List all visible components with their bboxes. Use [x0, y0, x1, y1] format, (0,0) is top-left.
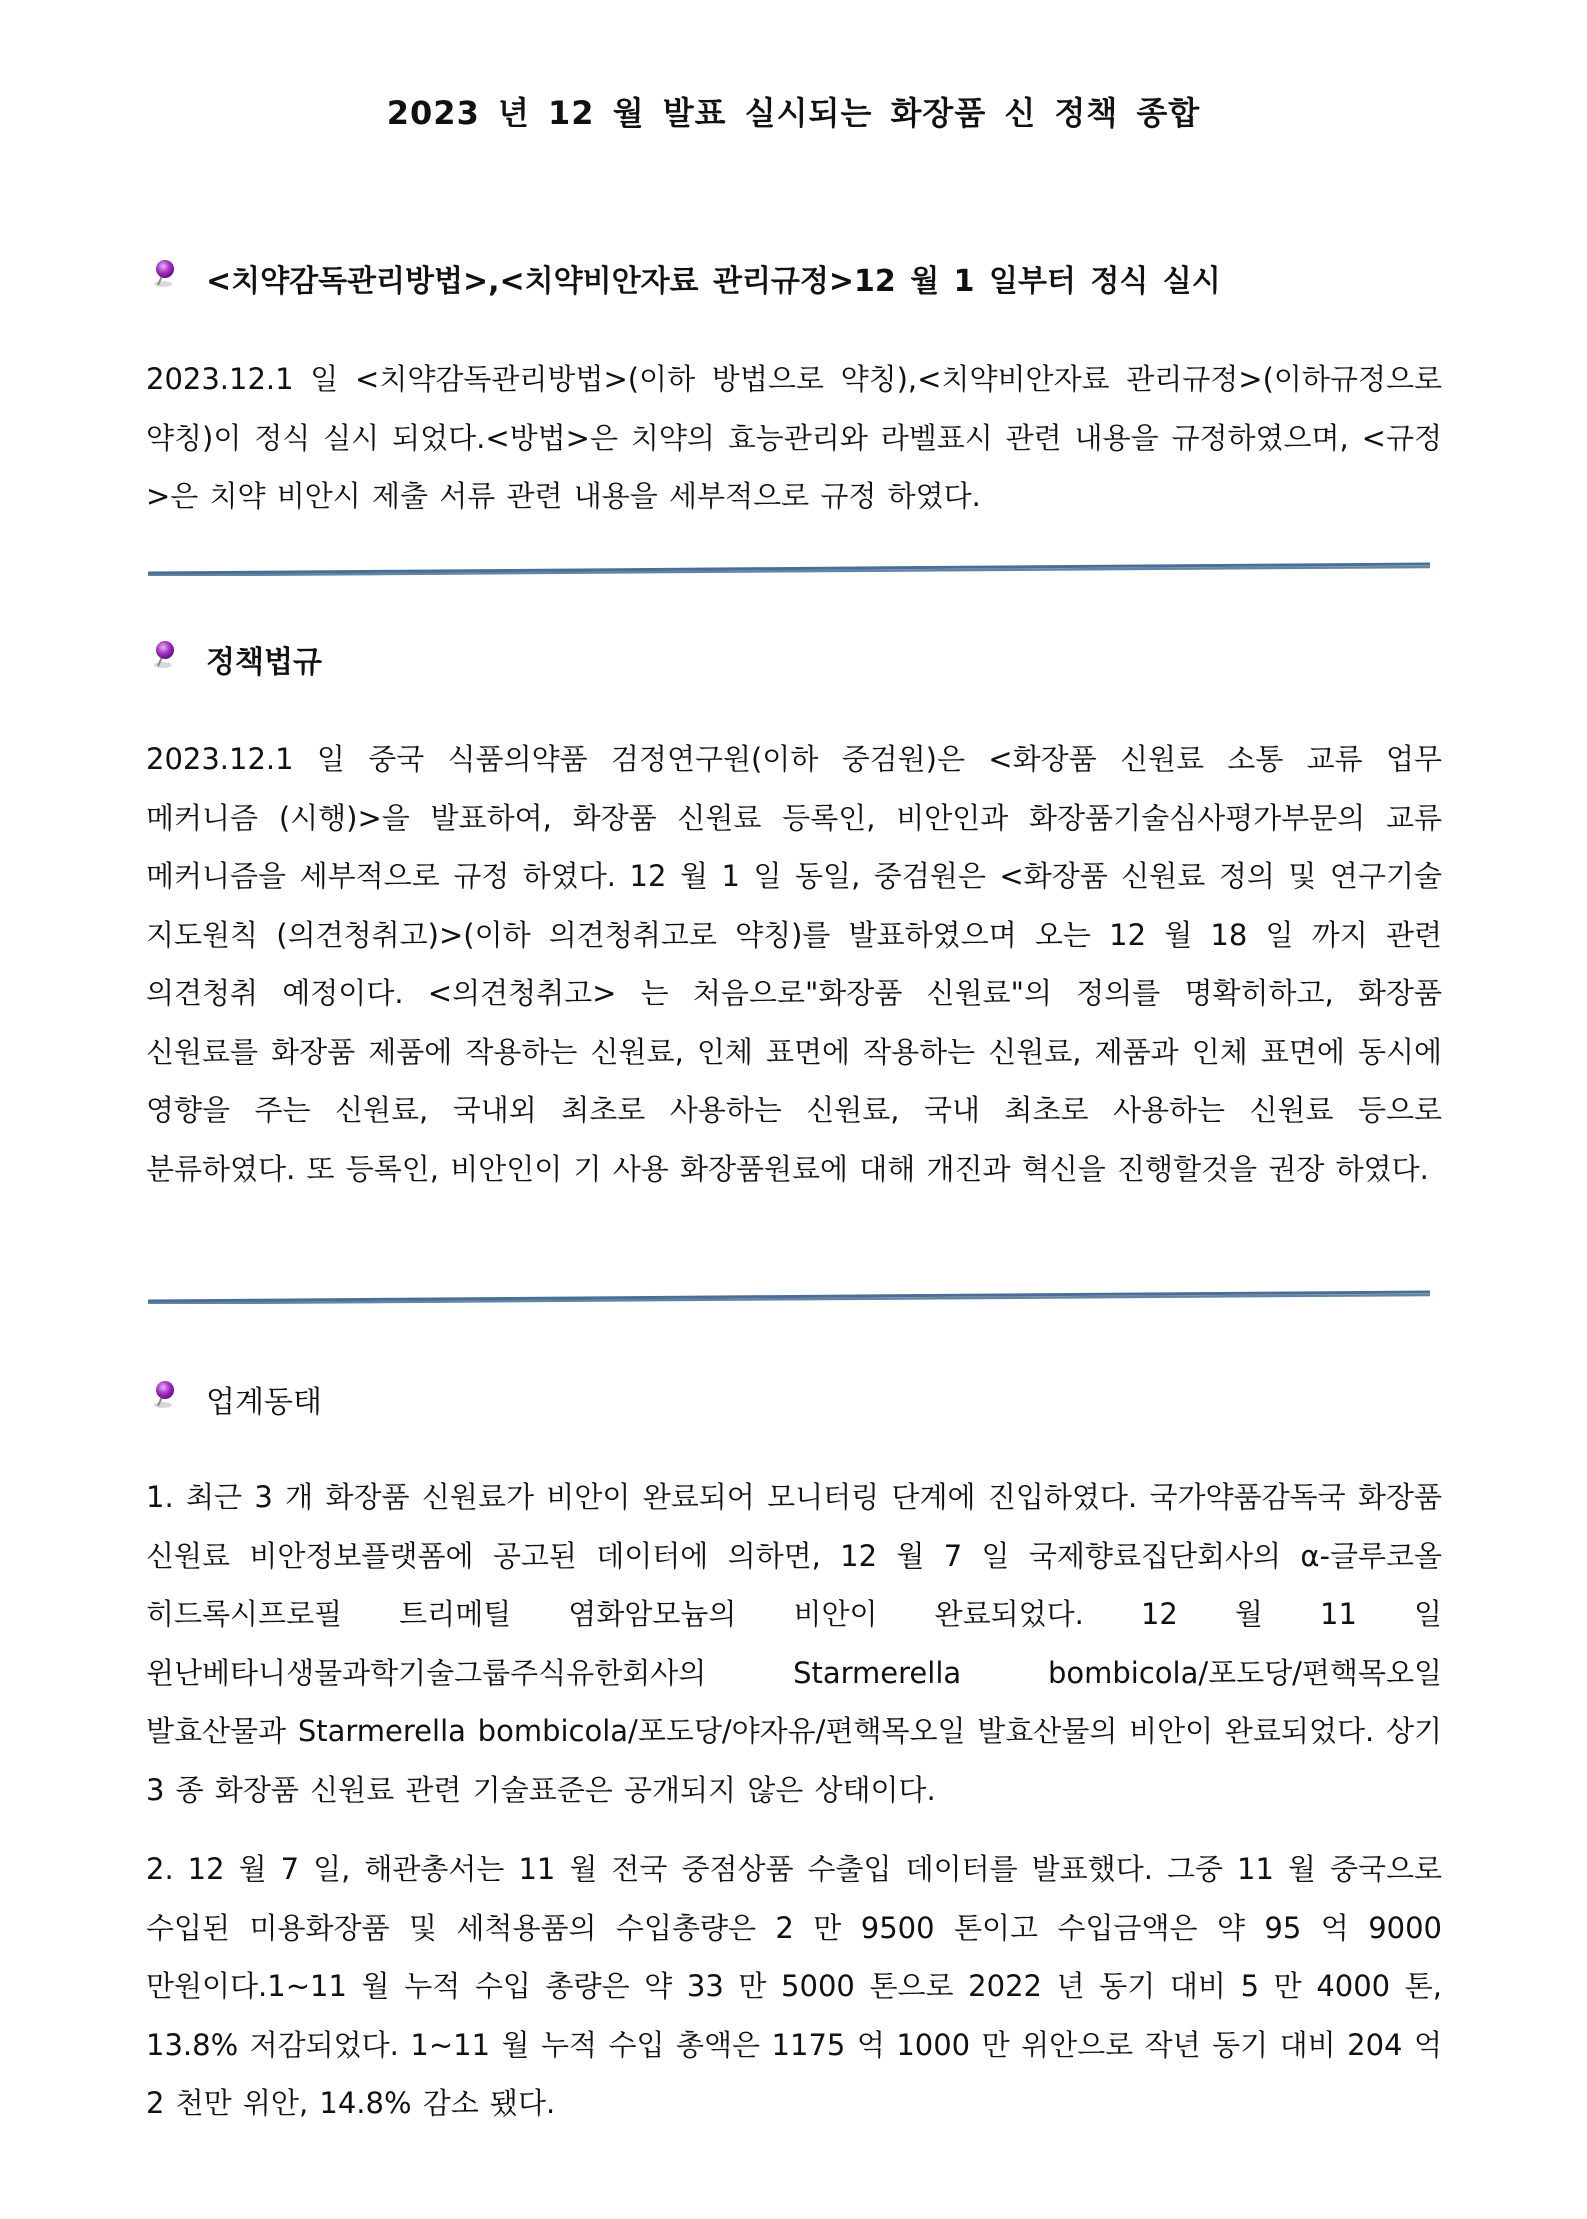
- section-title: 정책법규: [206, 645, 322, 680]
- section-paragraph: 2023.12.1 일 중국 식품의약품 검정연구원(이하 중검원)은 <화장품 신원료 소통 교류 업무 메커니즘 (시행)>을 발표하여, 화장품 신원료 등록인, 비안인과 화장품기술심사평가부문의 교류 메커니즘을 세부적으로 규정 하였다. 12 월 1 일 동일, 중검원은 <화장품 신원료 정의 및 연구기술 지도원칙 (의견청취고)>(이하 의견청취고로 약칭)를 발표하였으며 오는 12 월 18 일 까지 관련 의견청취 예정이다. <의견청취고> 는 처음으로"화장품 신원료"의 정의를 명확히하고, 화장품 신원료를 화장품 제품에 작용하는 신원료, 인체 표면에 작용하는 신원료, 제품과 인체 표면에 동시에 영향을 주는 신원료, 국내외 최초로 사용하는 신원료, 국내 최초로 사용하는 신원료 등으로 분류하였다. 또 등록인, 비안인이 기 사용 화장품원료에 대해 개진과 혁신을 진행할것을 권장 하였다.: [146, 742, 1442, 1186]
- industry-item-import-statistics: 2. 12 월 7 일, 해관총서는 11 월 전국 중점상품 수출입 데이터를 발표했다. 그중 11 월 중국으로 수입된 미용화장품 및 세척용품의 수입총량은 2 만 9500 톤이고 수입금액은 약 95 억 9000 만원이다.1~11 월 누적 수입 총량은 약 33 만 5000 톤으로 2022 년 동기 대비 5 만 4000 톤, 13.8% 저감되었다. 1~11 월 누적 수입 총액은 1175 억 1000 만 위안으로 작년 동기 대비 204 억 2 천만 위안, 14.8% 감소 됐다.: [146, 1852, 1442, 2120]
- section-title: <치약감독관리방법>,<치약비안자료 관리규정>12 월 1 일부터 정식 실시: [206, 264, 1221, 299]
- section-title: 업계동태: [206, 1385, 322, 1420]
- document-title: 2023 년 12 월 발표 실시되는 화장품 신 정책 종합: [386, 94, 1201, 132]
- section-divider: [148, 562, 1430, 576]
- section-header-industry-trends: [148, 1377, 322, 1421]
- pushpin-icon: [148, 1379, 178, 1419]
- pushpin-icon: [148, 258, 178, 298]
- section-header-toothpaste-regulations: [148, 256, 1221, 300]
- section-paragraph: 2023.12.1 일 <치약감독관리방법>(이하 방법으로 약칭),<치약비안자료 관리규정>(이하규정으로 약칭)이 정식 실시 되었다.<방법>은 치약의 효능관리와 라벨표시 관련 내용을 규정하였으며, <규정>은 치약 비안시 제출 서류 관련 내용을 세부적으로 규정 하였다.: [146, 362, 1442, 513]
- pushpin-icon: [148, 639, 178, 679]
- industry-item-new-raw-materials: 1. 최근 3 개 화장품 신원료가 비안이 완료되어 모니터링 단계에 진입하였다. 국가약품감독국 화장품 신원료 비안정보플랫폼에 공고된 데이터에 의하면, 12 월 7 일 국제향료집단회사의 α-글루코올 히드록시프로필 트리메틸 염화암모늄의 비안이 완료되었다. 12 월 11 일 윈난베타니생물과학기술그룹주식유한회사의 Starmerella bombicola/포도당/편핵목오일 발효산물과 Starmerella bombicola/포도당/야자유/편핵목오일 발효산물의 비안이 완료되었다. 상기 3 종 화장품 신원료 관련 기술표준은 공개되지 않은 상태이다.: [146, 1480, 1442, 1807]
- section-header-policy-regulations: [148, 637, 322, 681]
- section-divider: [148, 1290, 1430, 1304]
